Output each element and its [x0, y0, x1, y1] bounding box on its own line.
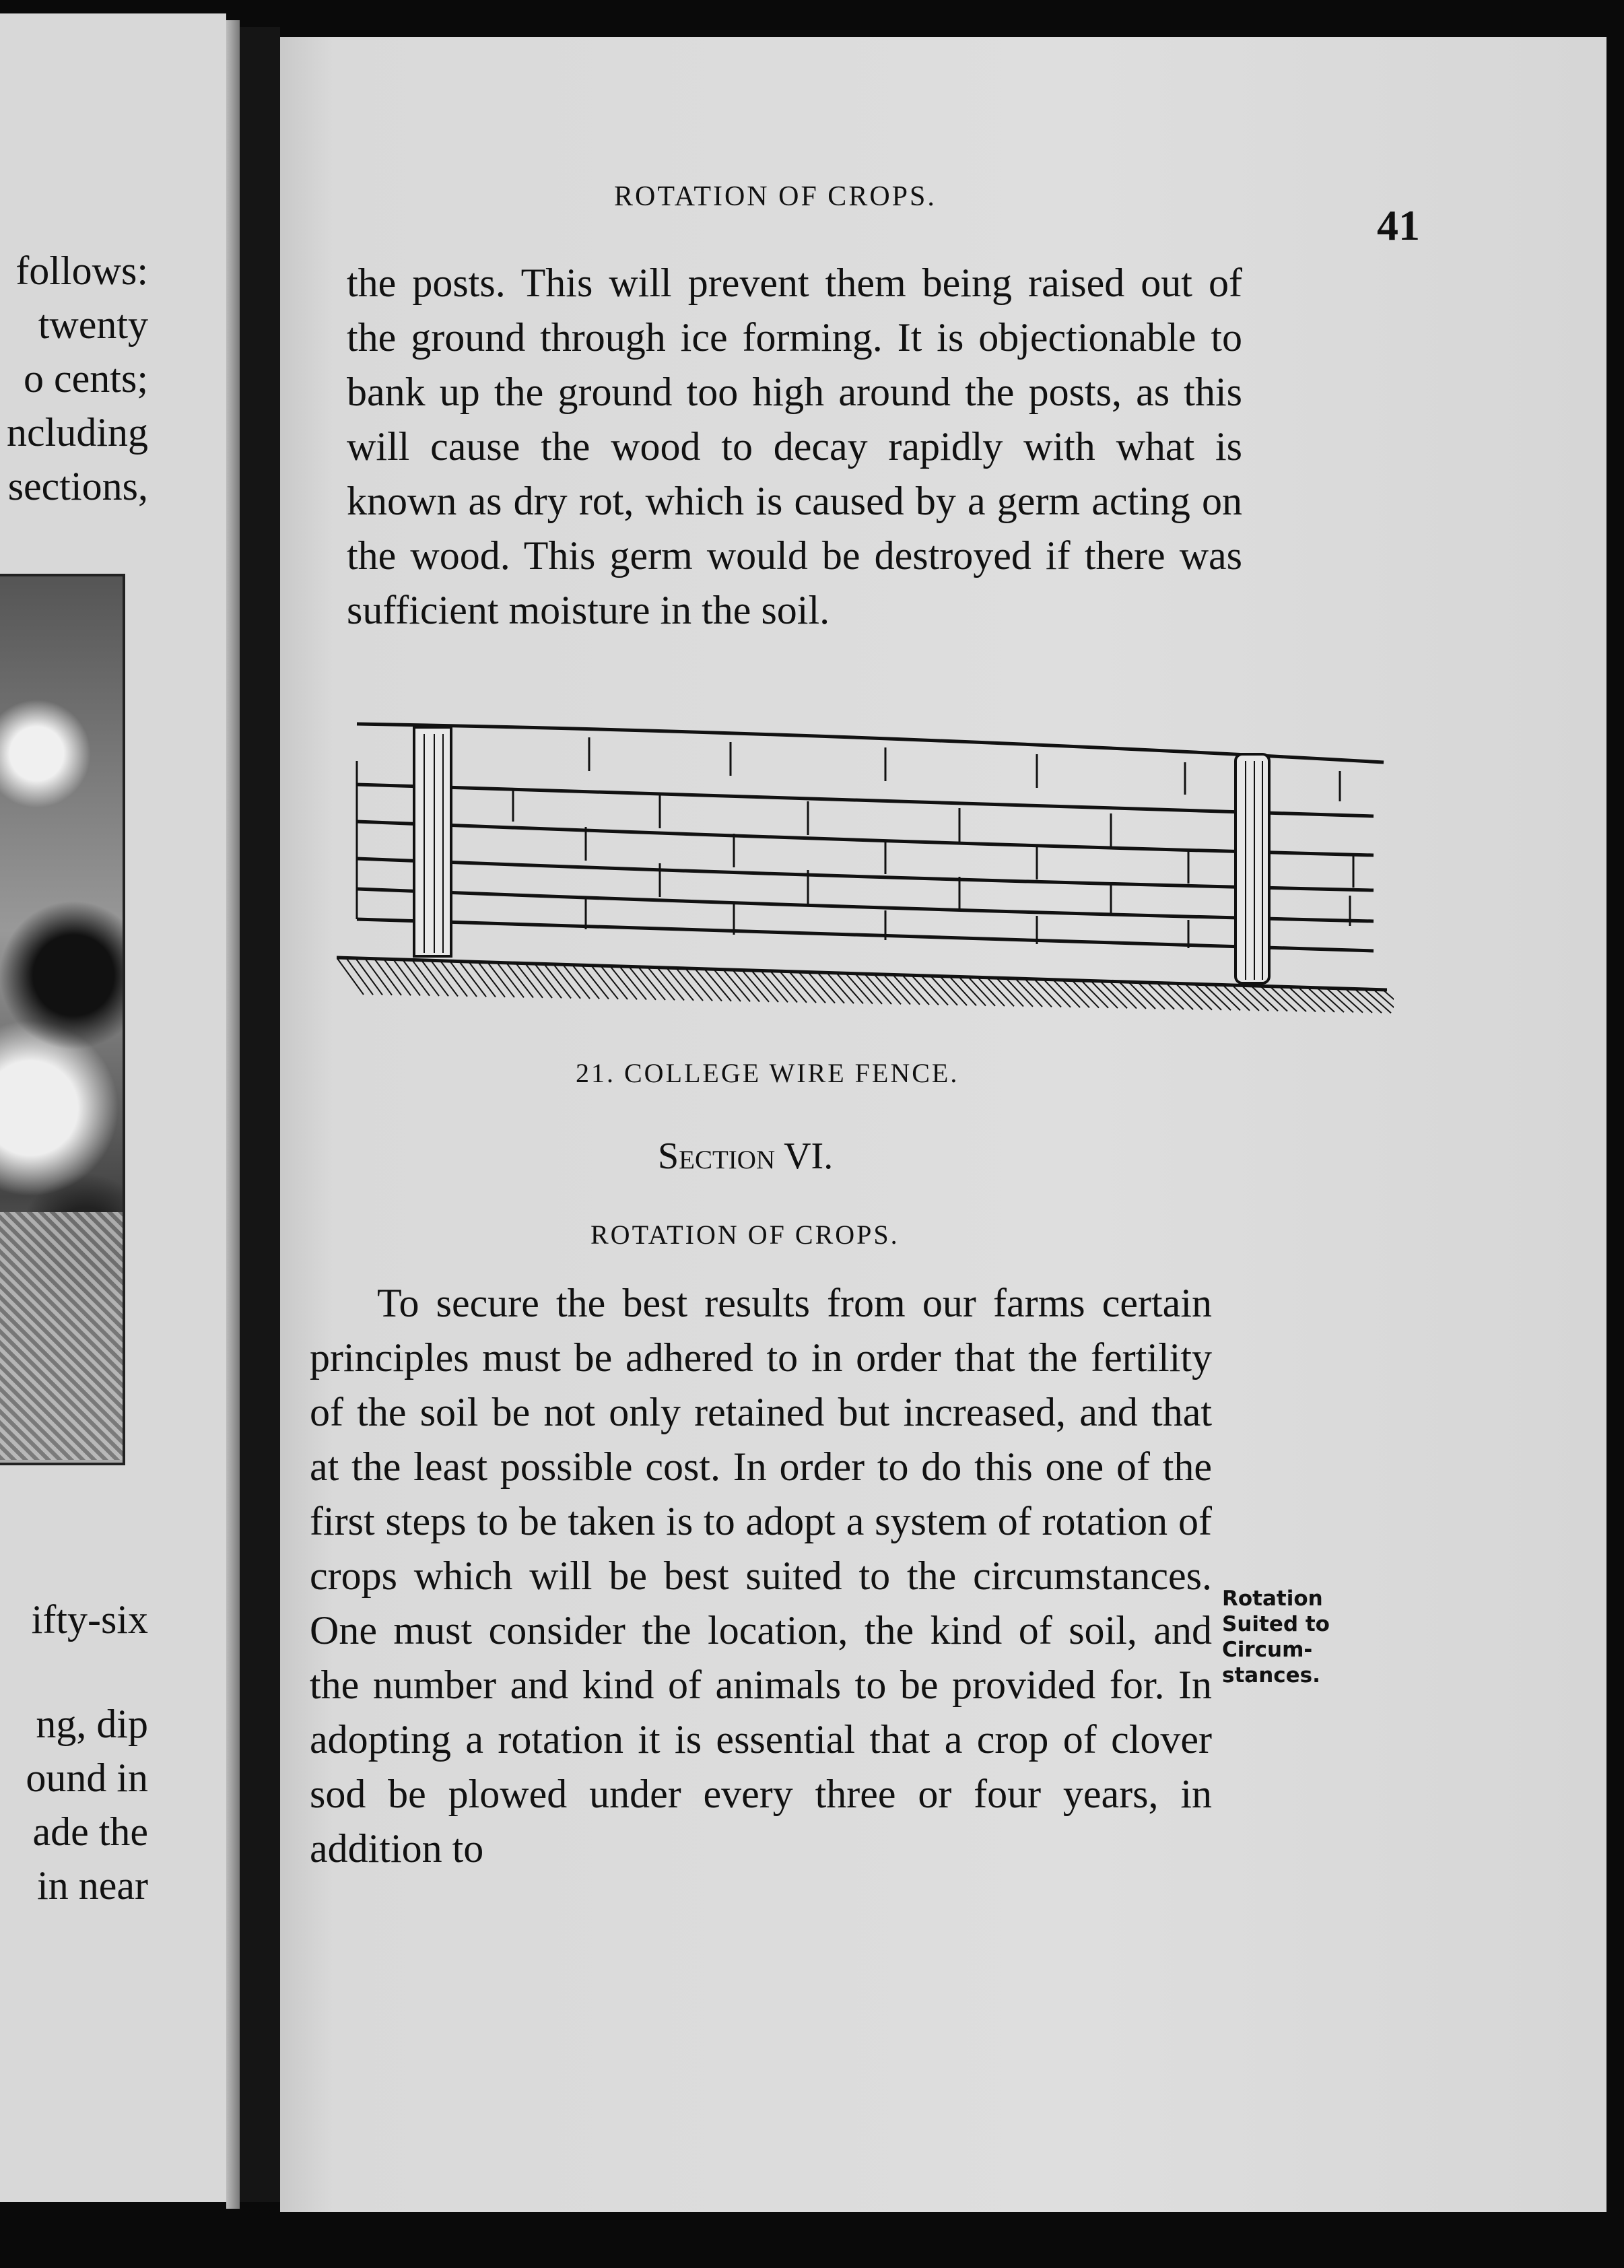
left-page-fragment: in near — [37, 1863, 148, 1908]
left-page-fragment: ound in — [26, 1756, 148, 1800]
figure-caption: 21. COLLEGE WIRE FENCE. — [576, 1058, 959, 1088]
left-page-fragment: follows: — [15, 248, 148, 293]
page-number: 41 — [1377, 201, 1420, 249]
left-page-fragment: ng, dip — [36, 1702, 148, 1746]
left-page — [0, 13, 226, 2202]
section-subheading: ROTATION OF CROPS. — [590, 1220, 900, 1250]
left-page-fragment: ade the — [32, 1809, 148, 1854]
fence-post-left — [414, 727, 451, 956]
left-page-fragment: ncluding — [7, 410, 148, 455]
section-heading: Section VI. — [658, 1135, 834, 1177]
margin-note: Rotation Suited to Circum- stances. — [1222, 1587, 1330, 1688]
paragraph-1: the posts. This will prevent them being raised out of the ground through ice forming. It is objectionable to bank up the ground too high around the posts, as this will cause the wood to decay rapidly with what is known as dry rot, which is caused by a germ acting on the wood. This germ would be destroyed if there was sufficient moisture in the soil. — [347, 261, 1242, 632]
ground-hatch-stroke — [1374, 989, 1394, 1013]
fence-illustration — [337, 707, 1394, 1050]
left-page-fragment: o cents; — [24, 356, 148, 401]
left-page-fragment: ifty-six — [31, 1597, 148, 1642]
page-edge — [226, 20, 240, 2209]
left-page-fragment: sections, — [7, 464, 148, 508]
ground-hatching — [337, 958, 1387, 990]
fence-wires — [357, 724, 1384, 951]
fence-post-right — [1236, 754, 1269, 983]
running-header: ROTATION OF CROPS. — [614, 181, 937, 212]
left-page-fragment: twenty — [38, 302, 148, 347]
paragraph-2 — [310, 1276, 1212, 1876]
book-spine — [240, 27, 280, 2202]
paragraph-2-text: To secure the best results from our farms certain principles must be adhered to in order that the fertility of the soil be not only retained but increased, and that at the least possible cost. In order to do this one of the first steps to be taken is to adopt a system of rotation of crops which will be best suited to the circumstances. One must consider the location, the kind of soil, and the number and kind of animals to be provided for. In adopting a rotation it is essential that a crop of clover sod be plowed under every three or four years, in addition to — [310, 1281, 1212, 1871]
photo-lace-pattern — [0, 1212, 123, 1460]
